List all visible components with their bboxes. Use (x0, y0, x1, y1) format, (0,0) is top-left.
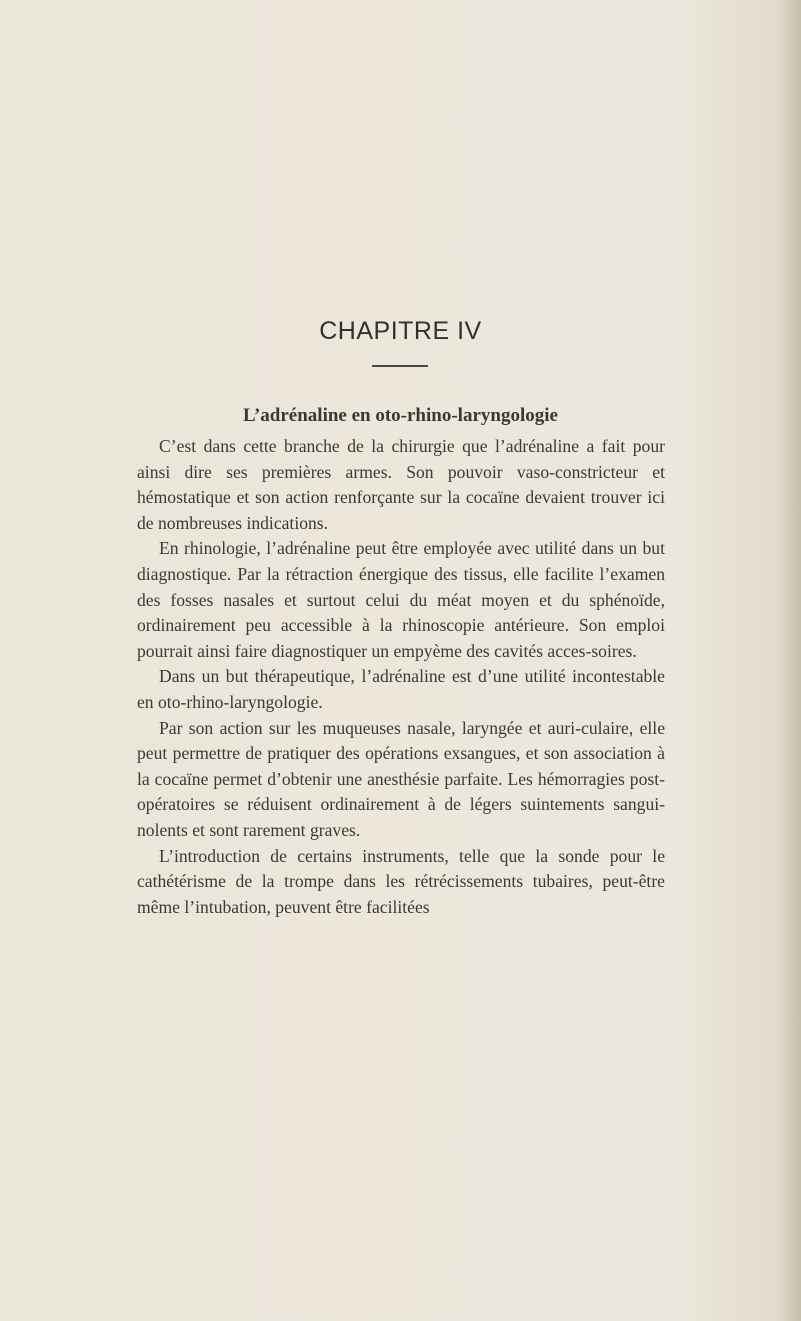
chapter-title: CHAPITRE IV (319, 317, 482, 345)
paragraph: Dans un but thérapeutique, l’adrénaline est d’une utilité incontestable en oto-rhino-laryngologie. (137, 666, 665, 712)
paragraph: En rhinologie, l’adrénaline peut être employée avec utilité dans un but diagnostique. Par la rétraction énergique des tissus, elle facilite l’examen des fosses nasales et surtout celui du méat moyen et du sphénoïde, ordinairement peu accessible à la rhinoscopie antérieure. Son emploi pourrait ainsi faire diagnostiquer un empyème des cavités acces-soires. (137, 538, 665, 661)
title-divider (372, 365, 428, 367)
paragraph: C’est dans cette branche de la chirurgie que l’adrénaline a fait pour ainsi dire ses premières armes. Son pouvoir vaso-constricteur et hémostatique et son action renforçante sur la cocaïne devaient trouver ici de nombreuses indications. (137, 436, 665, 533)
page-edge-shadow (779, 0, 801, 1321)
body-text (137, 434, 665, 920)
paragraph: L’introduction de certains instruments, telle que la sonde pour le cathétérisme de la trompe dans les rétrécissements tubaires, peut-être même l’intubation, peuvent être facilitées (137, 845, 665, 917)
section-title: L’adrénaline en oto-rhino-laryngologie (243, 405, 558, 426)
paragraph: Par son action sur les muqueuses nasale, laryngée et auri-culaire, elle peut permettre de pratiquer des opérations exsangues, et son association à la cocaïne permet d’obtenir une anesthésie parfaite. Les hémorragies post-opératoires se réduisent ordinairement à de légers suintements sangui-nolents et sont rarement graves. (137, 717, 665, 840)
